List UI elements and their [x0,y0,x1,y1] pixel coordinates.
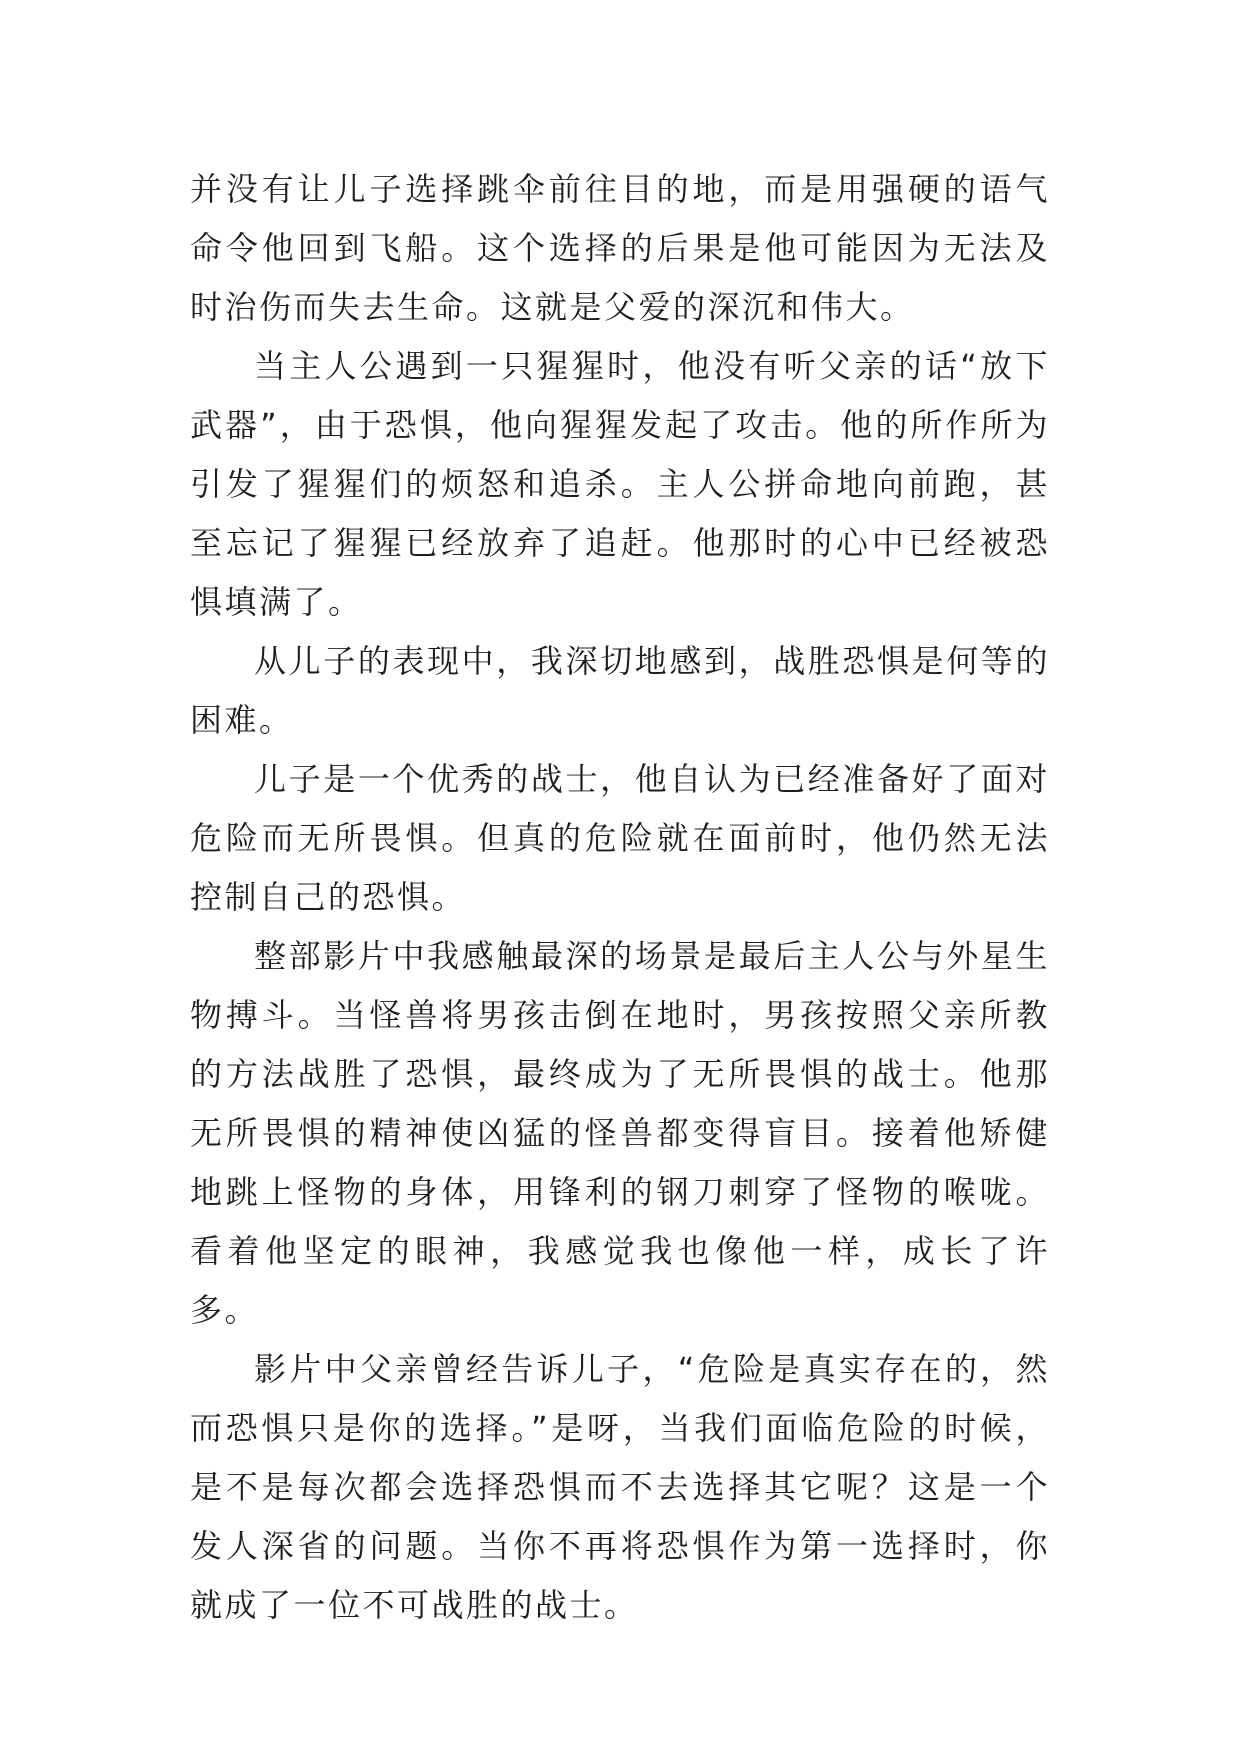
paragraph-4: 儿子是一个优秀的战士，他自认为已经准备好了面对危险而无所畏惧。但真的危险就在面前时，他仍然无法控制自己的恐惧。 [190,760,1050,916]
paragraph-6: 影片中父亲曾经告诉儿子，“危险是真实存在的，然而恐惧只是你的选择。”是呀，当我们面临危险的时候，是不是每次都会选择恐惧而不去选择其它呢？这是一个发人深省的问题。当你不再将恐惧作为第一选择时，你就成了一位不可战胜的战士。 [190,1350,1050,1624]
paragraph-3: 从儿子的表现中，我深切地感到，战胜恐惧是何等的困难。 [190,642,1050,739]
paragraph-2: 当主人公遇到一只猩猩时，他没有听父亲的话“放下武器”，由于恐惧，他向猩猩发起了攻击。他的所作所为引发了猩猩们的烦怒和追杀。主人公拼命地向前跑，甚至忘记了猩猩已经放弃了追赶。他那时的心中已经被恐惧填满了。 [190,347,1050,621]
document-body [190,160,1050,1635]
paragraph-1: 并没有让儿子选择跳伞前往目的地，而是用强硬的语气命令他回到飞船。这个选择的后果是他可能因为无法及时治伤而失去生命。这就是父爱的深沉和伟大。 [190,170,1050,326]
paragraph-5: 整部影片中我感触最深的场景是最后主人公与外星生物搏斗。当怪兽将男孩击倒在地时，男孩按照父亲所教的方法战胜了恐惧，最终成为了无所畏惧的战士。他那无所畏惧的精神使凶猛的怪兽都变得盲目。接着他矫健地跳上怪物的身体，用锋利的钢刀刺穿了怪物的喉咙。看着他坚定的眼神，我感觉我也像他一样，成长了许多。 [190,937,1050,1329]
